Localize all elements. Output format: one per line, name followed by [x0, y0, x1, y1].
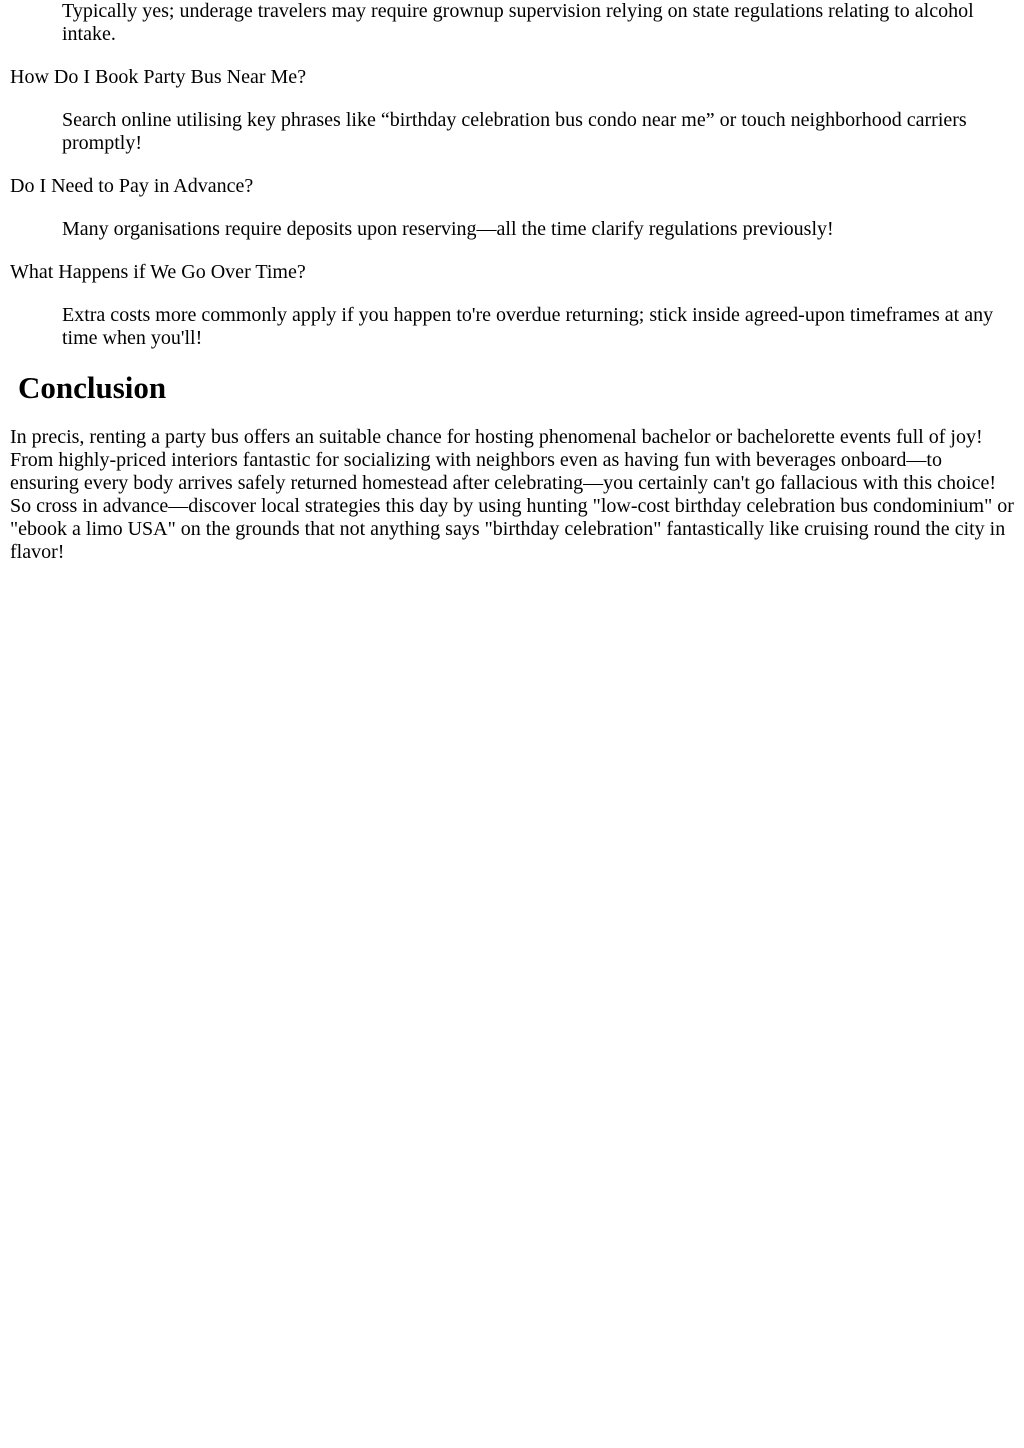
article-page [0, 0, 1024, 564]
faq-answer: Typically yes; underage travelers may require grownup supervision relying on state regulations relating to alcohol intake. [62, 0, 974, 45]
faq-answer: Extra costs more commonly apply if you happen to're overdue returning; stick inside agreed-upon timeframes at any time when you'll! [62, 304, 994, 349]
faq-question: What Happens if We Go Over Time? [10, 261, 306, 283]
faq-answer: Many organisations require deposits upon reserving—all the time clarify regulations previously! [62, 218, 834, 240]
faq-question: How Do I Book Party Bus Near Me? [10, 66, 307, 88]
conclusion-heading: Conclusion [18, 370, 167, 405]
conclusion-paragraph: In precis, renting a party bus offers an suitable chance for hosting phenomenal bachelor or bachelorette events full of joy! From highly-priced interiors fantastic for socializing with neighbors even as having fun with beverages onboard—to ensuring every body arrives safely returned homestead after celebrating—you certainly can't go fallacious with this choice! So cross in advance—discover local strategies this day by using hunting "low-cost birthday celebration bus condominium" or "ebook a limo USA" on the grounds that not anything says "birthday celebration" fantastically like cruising round the city in flavor! [10, 426, 1014, 563]
faq-answer: Search online utilising key phrases like “birthday celebration bus condo near me” or touch neighborhood carriers promptly! [62, 109, 967, 154]
faq-question: Do I Need to Pay in Advance? [10, 175, 254, 197]
